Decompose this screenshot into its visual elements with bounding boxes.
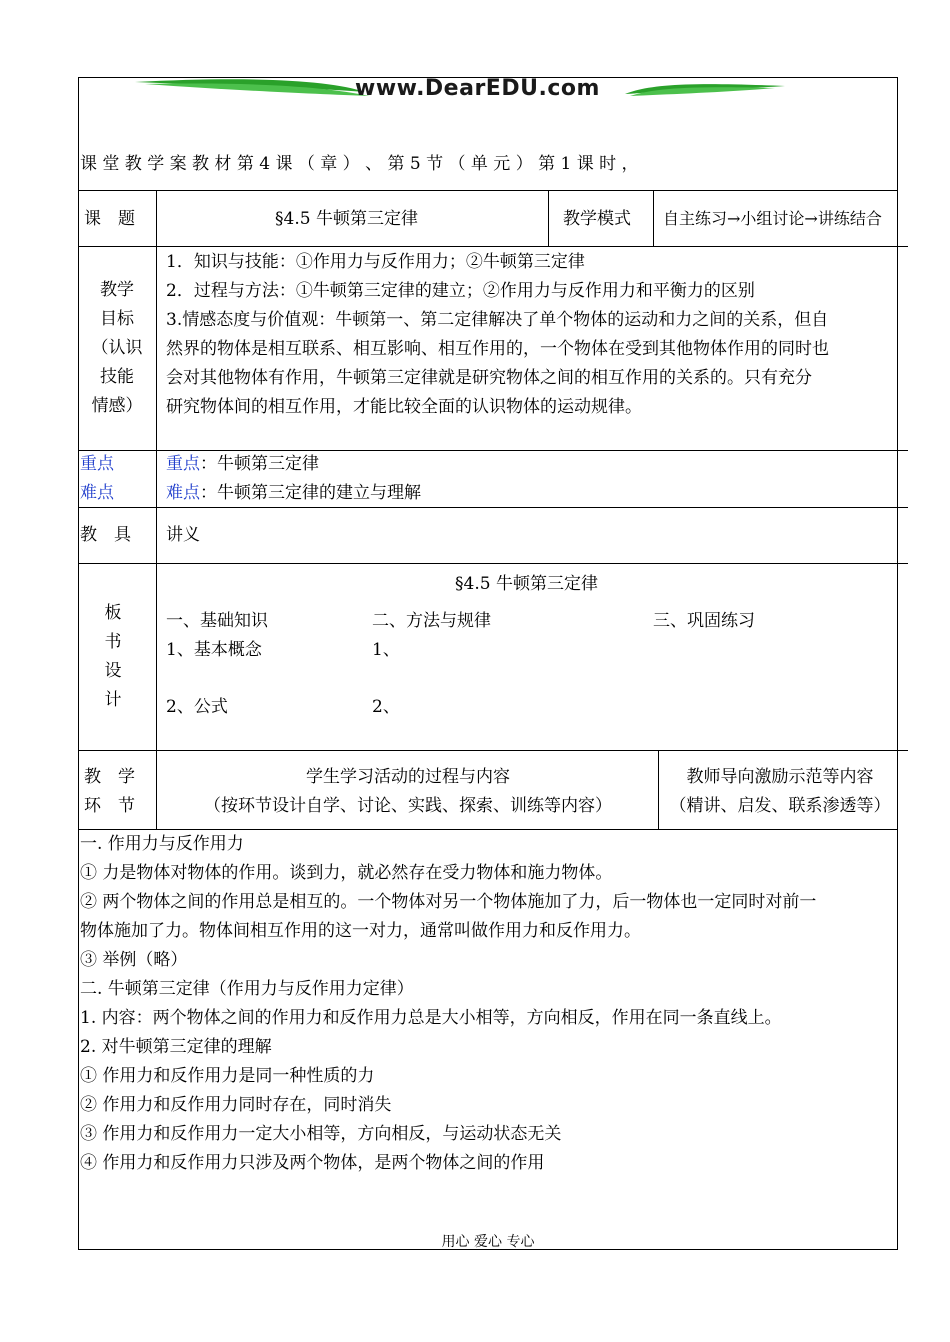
board-col2-head: 二、方法与规律 <box>372 611 491 631</box>
logo-text: www.DearEDU.com <box>355 76 600 101</box>
board-col1-item2: 2、公式 <box>166 697 228 717</box>
content-line: ④ 作用力和反作用力只涉及两个物体，是两个物体之间的作用 <box>80 1153 545 1173</box>
key-label: 重点 <box>80 454 114 474</box>
process-label-2: 环 节 <box>84 796 135 816</box>
col-divider-teacher <box>658 750 659 829</box>
board-col1-item1: 1、基本概念 <box>166 640 262 660</box>
goals-label-line: （认识 <box>91 338 143 358</box>
col-divider-mode <box>548 190 549 246</box>
col-divider-left <box>156 190 157 829</box>
tools-label: 教 具 <box>80 525 131 545</box>
content-line: ① 作用力和反作用力是同一种性质的力 <box>80 1066 375 1086</box>
topic-label: 课 题 <box>84 209 135 229</box>
process-right-1: 教师导向激励示范等内容 <box>686 767 874 787</box>
content-line: 二. 牛顿第三定律（作用力与反作用力定律） <box>80 979 414 999</box>
content-line: ② 两个物体之间的作用总是相互的。一个物体对另一个物体施加了力，后一物体也一定同时对前一 <box>80 892 817 912</box>
rule-1 <box>78 190 898 191</box>
goal-line: 3.情感态度与价值观：牛顿第一、第二定律解决了单个物体的运动和力之间的关系，但自 <box>166 310 829 330</box>
difficulty-label: 难点 <box>80 483 114 503</box>
rule-6 <box>78 750 908 751</box>
goals-label-line: 目标 <box>100 309 134 329</box>
content-line: ③ 作用力和反作用力一定大小相等，方向相反，与运动状态无关 <box>80 1124 562 1144</box>
rule-5 <box>78 563 908 564</box>
board-label-char: 板 <box>104 603 122 623</box>
goal-line: 会对其他物体有作用，牛顿第三定律就是研究物体之间的相互作用的关系的。只有充分 <box>166 368 812 388</box>
board-label-char: 计 <box>104 690 122 710</box>
board-label <box>78 599 148 715</box>
content-line: 一. 作用力与反作用力 <box>80 834 244 854</box>
board-label-char: 设 <box>104 661 122 681</box>
rule-2 <box>78 246 908 247</box>
content-line: 1. 内容：两个物体之间的作用力和反作用力总是大小相等，方向相反，作用在同一条直线上。 <box>80 1008 782 1028</box>
difficulty-text: ：牛顿第三定律的建立与理解 <box>200 483 421 503</box>
process-mid-2: （按环节设计自学、讨论、实践、探索、训练等内容） <box>204 796 612 816</box>
key-text: ：牛顿第三定律 <box>200 454 319 474</box>
difficulty-prefix: 难点 <box>166 483 200 503</box>
process-right-2: （精讲、启发、联系渗透等） <box>669 796 891 816</box>
logo-banner <box>130 74 790 108</box>
board-col1-head: 一、基础知识 <box>166 611 268 631</box>
goals-label-line: 教学 <box>100 280 134 300</box>
key-prefix: 重点 <box>166 454 200 474</box>
goal-line: 2．过程与方法：①牛顿第三定律的建立；②作用力与反作用力和平衡力的区别 <box>166 281 755 301</box>
board-col3-head: 三、巩固练习 <box>653 611 755 631</box>
process-label-1: 教 学 <box>84 767 135 787</box>
lesson-line: 课 堂 教 学 案 教 材 第 4 课 （ 章 ） 、 第 5 节 （ 单 元 ） 第 1 课 时 ， <box>80 154 639 174</box>
mode-label: 教学模式 <box>563 209 631 229</box>
goal-line: 1．知识与技能：①作用力与反作用力；②牛顿第三定律 <box>166 252 585 272</box>
goal-line: 然界的物体是相互联系、相互影响、相互作用的，一个物体在受到其他物体作用的同时也 <box>166 339 829 359</box>
process-mid-1: 学生学习活动的过程与内容 <box>306 767 510 787</box>
col-divider-mode-value <box>653 190 654 246</box>
content-line: ① 力是物体对物体的作用。谈到力，就必然存在受力物体和施力物体。 <box>80 863 613 883</box>
content-line: ② 作用力和反作用力同时存在，同时消失 <box>80 1095 392 1115</box>
goals-label-line: 情感） <box>91 396 143 416</box>
content-line: ③ 举例（略） <box>80 950 188 970</box>
goals-text <box>166 248 829 422</box>
goals-label-line: 技能 <box>100 367 134 387</box>
key-point-line <box>166 450 319 479</box>
content-line: 物体施加了力。物体间相互作用的这一对力，通常叫做作用力和反作用力。 <box>80 921 641 941</box>
board-col2-item2: 2、 <box>372 697 400 717</box>
mode-value: 自主练习→小组讨论→讲练结合 <box>663 209 882 228</box>
goals-label <box>78 276 156 421</box>
content-body <box>80 830 816 1178</box>
goal-line: 研究物体间的相互作用，才能比较全面的认识物体的运动规律。 <box>166 397 642 417</box>
difficulty-line <box>166 479 421 508</box>
content-line: 2. 对牛顿第三定律的理解 <box>80 1037 272 1057</box>
board-col2-item1: 1、 <box>372 640 400 660</box>
footer-text: 用心 爱心 专心 <box>441 1234 535 1250</box>
board-title: §4.5 牛顿第三定律 <box>455 574 598 594</box>
board-label-char: 书 <box>104 632 122 652</box>
tools-value: 讲义 <box>166 525 200 545</box>
topic-value: §4.5 牛顿第三定律 <box>275 209 418 229</box>
